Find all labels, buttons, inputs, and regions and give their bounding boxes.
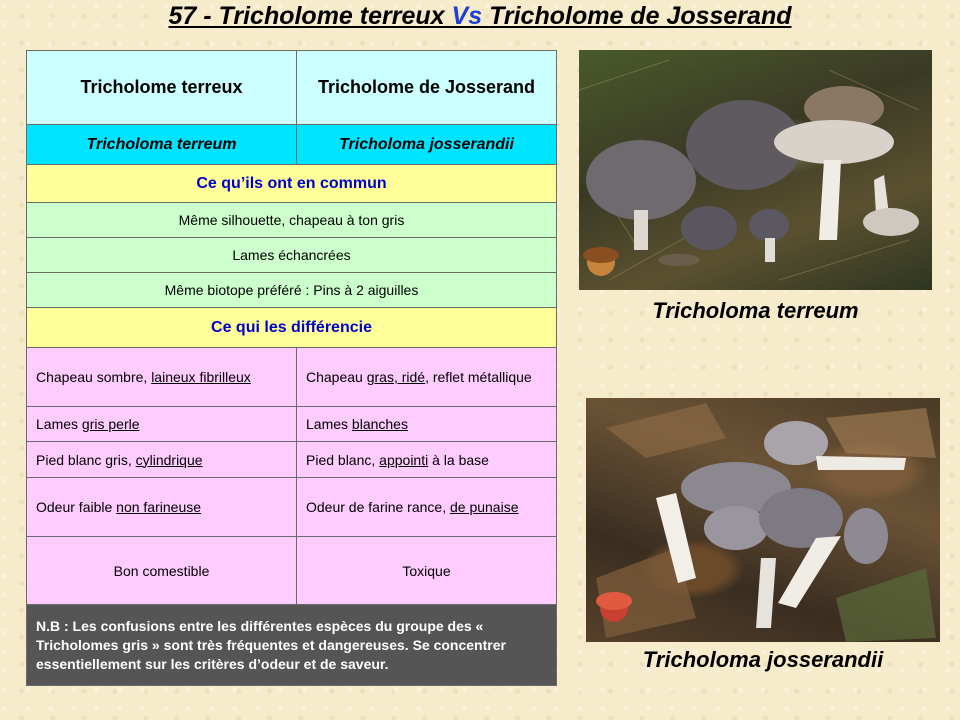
- edibility-left: Bon comestible: [27, 537, 297, 605]
- common-heading: Ce qu’ils ont en commun: [27, 165, 557, 203]
- diff-cell-left: [27, 348, 297, 407]
- common-row: [27, 203, 557, 238]
- title-prefix: 57 -: [168, 2, 219, 30]
- common-row: [27, 273, 557, 308]
- cell-text: Pied blanc,: [306, 451, 380, 468]
- underlined-text: de punaise: [449, 499, 519, 515]
- underlined-text: non farineuse: [116, 499, 202, 515]
- latin-cell-left: Tricholoma terreum: [27, 125, 297, 165]
- page-title: [0, 2, 960, 31]
- note-row: [27, 605, 557, 686]
- cell-text: Odeur de farine rance,: [306, 499, 450, 515]
- diff-row: [27, 407, 557, 442]
- diff-heading: Ce qui les différencie: [27, 308, 557, 348]
- diff-row: [27, 348, 557, 407]
- mushroom-photo-terreum-drawing: [579, 50, 932, 290]
- photo-caption-terreum: Tricholoma terreum: [652, 298, 859, 323]
- mushroom-photo-josserandii: [586, 398, 940, 642]
- cell-text: à la base: [428, 451, 489, 468]
- latin-cell-right: Tricholoma josserandii: [297, 125, 557, 165]
- mushroom-photo-josserandii-drawing: [586, 398, 940, 642]
- common-row: [27, 238, 557, 273]
- note-text: N.B : Les confusions entre les différentes espèces du groupe des « Tricholomes gris » sont très fréquentes et dangereuses. Se concentrer essentiellement sur les critères d’odeur et de saveur.: [27, 605, 557, 686]
- diff-cell-left: [27, 407, 297, 442]
- diff-row: [27, 442, 557, 478]
- common-item: Même biotope préféré : Pins à 2 aiguilles: [27, 273, 557, 308]
- edibility-row: [27, 537, 557, 605]
- cell-text: Lames: [306, 416, 352, 432]
- diff-cell-left: [27, 478, 297, 537]
- cell-text: Odeur faible: [36, 499, 117, 515]
- underlined-text: gras, ridé: [366, 369, 426, 385]
- cell-text: Chapeau sombre,: [36, 369, 152, 385]
- title-vs: Vs: [451, 2, 483, 30]
- header-cell-right: Tricholome de Josserand: [297, 51, 557, 125]
- diff-cell-right: [297, 348, 557, 407]
- comparison-table: [26, 50, 557, 686]
- cell-text: , reflet métallique: [425, 369, 532, 385]
- diff-cell-right: [297, 478, 557, 537]
- cell-text: Chapeau: [306, 369, 367, 385]
- title-right-name: Tricholome de Josserand: [489, 2, 792, 30]
- common-item: Même silhouette, chapeau à ton gris: [27, 203, 557, 238]
- cell-text: Lames: [36, 416, 82, 432]
- table-header-row: [27, 51, 557, 125]
- mushroom-photo-terreum: [579, 50, 932, 290]
- photo-caption-josserandii: Tricholoma josserandii: [642, 647, 884, 672]
- diff-cell-right: [297, 442, 557, 478]
- underlined-text: appointi: [379, 451, 429, 468]
- diff-row: [27, 478, 557, 537]
- latin-name-row: [27, 125, 557, 165]
- diff-cell-right: [297, 407, 557, 442]
- underlined-text: laineux fibrilleux: [151, 369, 251, 385]
- header-cell-left: Tricholome terreux: [27, 51, 297, 125]
- title-left-name: Tricholome terreux: [218, 2, 445, 30]
- cell-text: Pied blanc gris,: [36, 451, 136, 468]
- diff-cell-left: [27, 442, 297, 478]
- diff-heading-row: [27, 308, 557, 348]
- underlined-text: gris perle: [81, 416, 140, 432]
- edibility-right: Toxique: [297, 537, 557, 605]
- underlined-text: cylindrique: [135, 451, 203, 468]
- underlined-text: blanches: [351, 416, 408, 432]
- common-heading-row: [27, 165, 557, 203]
- common-item: Lames échancrées: [27, 238, 557, 273]
